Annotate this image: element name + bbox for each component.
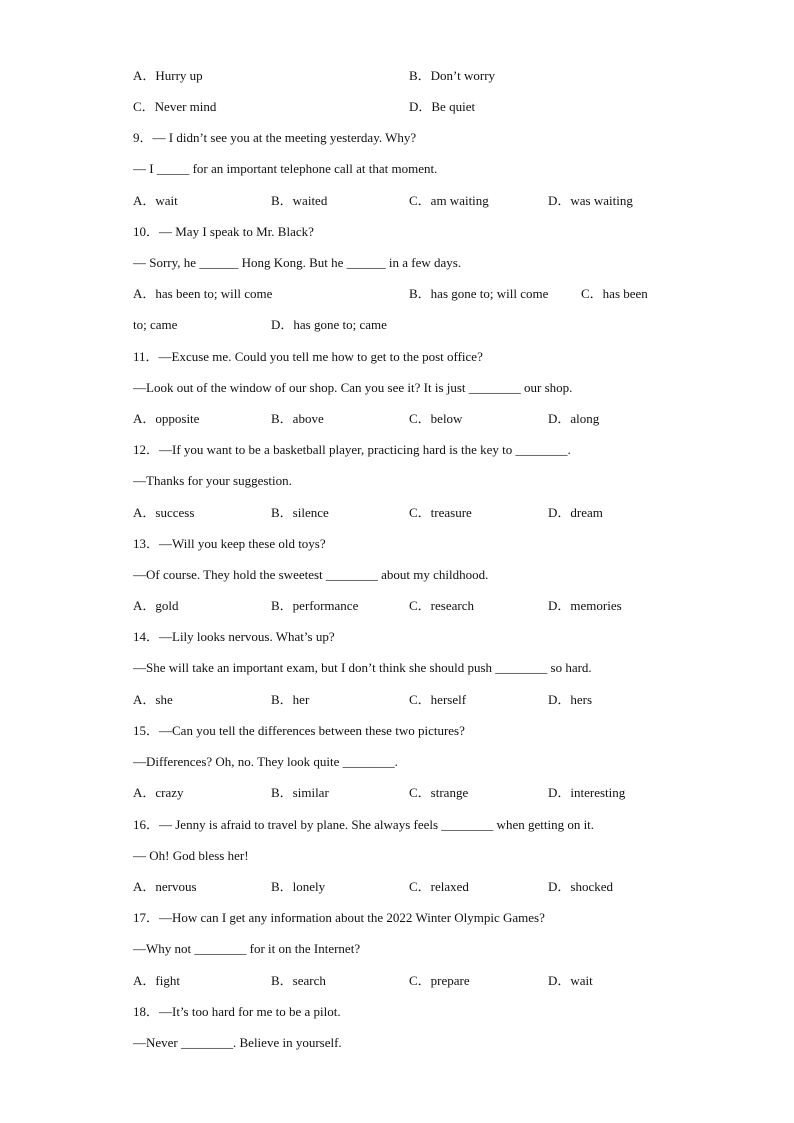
option-a[interactable]: A．she xyxy=(133,692,173,707)
question-18-reply: —Never ________. Believe in yourself. xyxy=(133,1035,342,1050)
option-d[interactable]: D．hers xyxy=(548,692,593,707)
question-12-options xyxy=(133,503,693,523)
option-a[interactable]: A．wait xyxy=(133,193,178,208)
option-c[interactable]: C．strange xyxy=(409,785,469,800)
question-10-options-row-2 xyxy=(133,315,693,335)
option-a[interactable]: A．gold xyxy=(133,598,179,613)
option-d[interactable]: D．Be quiet xyxy=(409,99,476,114)
question-12-reply: —Thanks for your suggestion. xyxy=(133,473,292,488)
option-a[interactable]: A．fight xyxy=(133,973,180,988)
option-d[interactable]: D．memories xyxy=(548,598,622,613)
question-12-prompt: 12．—If you want to be a basketball player, practicing hard is the key to ________. xyxy=(133,442,571,457)
option-c[interactable]: C．relaxed xyxy=(409,879,469,894)
option-d[interactable]: D．dream xyxy=(548,505,603,520)
question-10-reply: — Sorry, he ______ Hong Kong. But he ______ in a few days. xyxy=(133,255,462,270)
option-b[interactable]: B．lonely xyxy=(271,879,326,894)
option-b[interactable]: B．performance xyxy=(271,598,359,613)
question-13-reply: —Of course. They hold the sweetest ________ about my childhood. xyxy=(133,567,489,582)
option-a[interactable]: A．Hurry up xyxy=(133,68,203,83)
prev-options-row-1 xyxy=(133,66,693,86)
option-c[interactable]: C．Never mind xyxy=(133,99,217,114)
option-b[interactable]: B．waited xyxy=(271,193,328,208)
option-b[interactable]: B．her xyxy=(271,692,310,707)
question-9-options xyxy=(133,191,693,211)
question-16-prompt: 16．— Jenny is afraid to travel by plane. She always feels ________ when getting on it. xyxy=(133,817,595,832)
question-17-options xyxy=(133,971,693,991)
question-15-reply: —Differences? Oh, no. They look quite ________. xyxy=(133,754,398,769)
question-9-reply: — I _____ for an important telephone call at that moment. xyxy=(133,161,438,176)
question-17-reply: —Why not ________ for it on the Internet? xyxy=(133,941,361,956)
option-a[interactable]: A．has been to; will come xyxy=(133,286,273,301)
question-14-options xyxy=(133,690,693,710)
option-a[interactable]: A．crazy xyxy=(133,785,184,800)
option-b[interactable]: B．has gone to; will come xyxy=(409,286,549,301)
option-b[interactable]: B．search xyxy=(271,973,326,988)
question-16-options xyxy=(133,877,693,897)
option-a[interactable]: A．opposite xyxy=(133,411,200,426)
question-9-prompt: 9．— I didn’t see you at the meeting yesterday. Why? xyxy=(133,130,417,145)
question-17-prompt: 17．—How can I get any information about the 2022 Winter Olympic Games? xyxy=(133,910,545,925)
option-b[interactable]: B．silence xyxy=(271,505,329,520)
question-11-prompt: 11．—Excuse me. Could you tell me how to get to the post office? xyxy=(133,349,483,364)
question-16-reply: — Oh! God bless her! xyxy=(133,848,249,863)
option-b[interactable]: B．above xyxy=(271,411,324,426)
option-b[interactable]: B．similar xyxy=(271,785,329,800)
question-10-options-row-1 xyxy=(133,284,693,304)
question-11-reply: —Look out of the window of our shop. Can you see it? It is just ________ our shop. xyxy=(133,380,573,395)
question-15-prompt: 15．—Can you tell the differences between these two pictures? xyxy=(133,723,465,738)
option-d[interactable]: D．has gone to; came xyxy=(271,317,387,332)
option-d[interactable]: D．interesting xyxy=(548,785,626,800)
question-14-reply: —She will take an important exam, but I don’t think she should push ________ so hard. xyxy=(133,660,592,675)
option-c[interactable]: C．has been xyxy=(581,286,648,301)
option-c[interactable]: C．research xyxy=(409,598,474,613)
option-a[interactable]: A．success xyxy=(133,505,195,520)
option-d[interactable]: D．shocked xyxy=(548,879,613,894)
question-13-options xyxy=(133,596,693,616)
option-a[interactable]: A．nervous xyxy=(133,879,197,894)
option-d[interactable]: D．wait xyxy=(548,973,593,988)
option-c[interactable]: C．below xyxy=(409,411,463,426)
option-c[interactable]: C．treasure xyxy=(409,505,472,520)
question-10-prompt: 10．— May I speak to Mr. Black? xyxy=(133,224,314,239)
option-d[interactable]: D．along xyxy=(548,411,600,426)
option-d[interactable]: D．was waiting xyxy=(548,193,633,208)
question-15-options xyxy=(133,783,693,803)
question-18-prompt: 18．—It’s too hard for me to be a pilot. xyxy=(133,1004,341,1019)
question-14-prompt: 14．—Lily looks nervous. What’s up? xyxy=(133,629,335,644)
option-c[interactable]: C．prepare xyxy=(409,973,470,988)
question-13-prompt: 13．—Will you keep these old toys? xyxy=(133,536,326,551)
question-11-options xyxy=(133,409,693,429)
option-c[interactable]: C．herself xyxy=(409,692,467,707)
option-c-continued[interactable]: to; came xyxy=(133,317,178,332)
option-b[interactable]: B．Don’t worry xyxy=(409,68,496,83)
option-c[interactable]: C．am waiting xyxy=(409,193,489,208)
prev-options-row-2 xyxy=(133,97,693,117)
